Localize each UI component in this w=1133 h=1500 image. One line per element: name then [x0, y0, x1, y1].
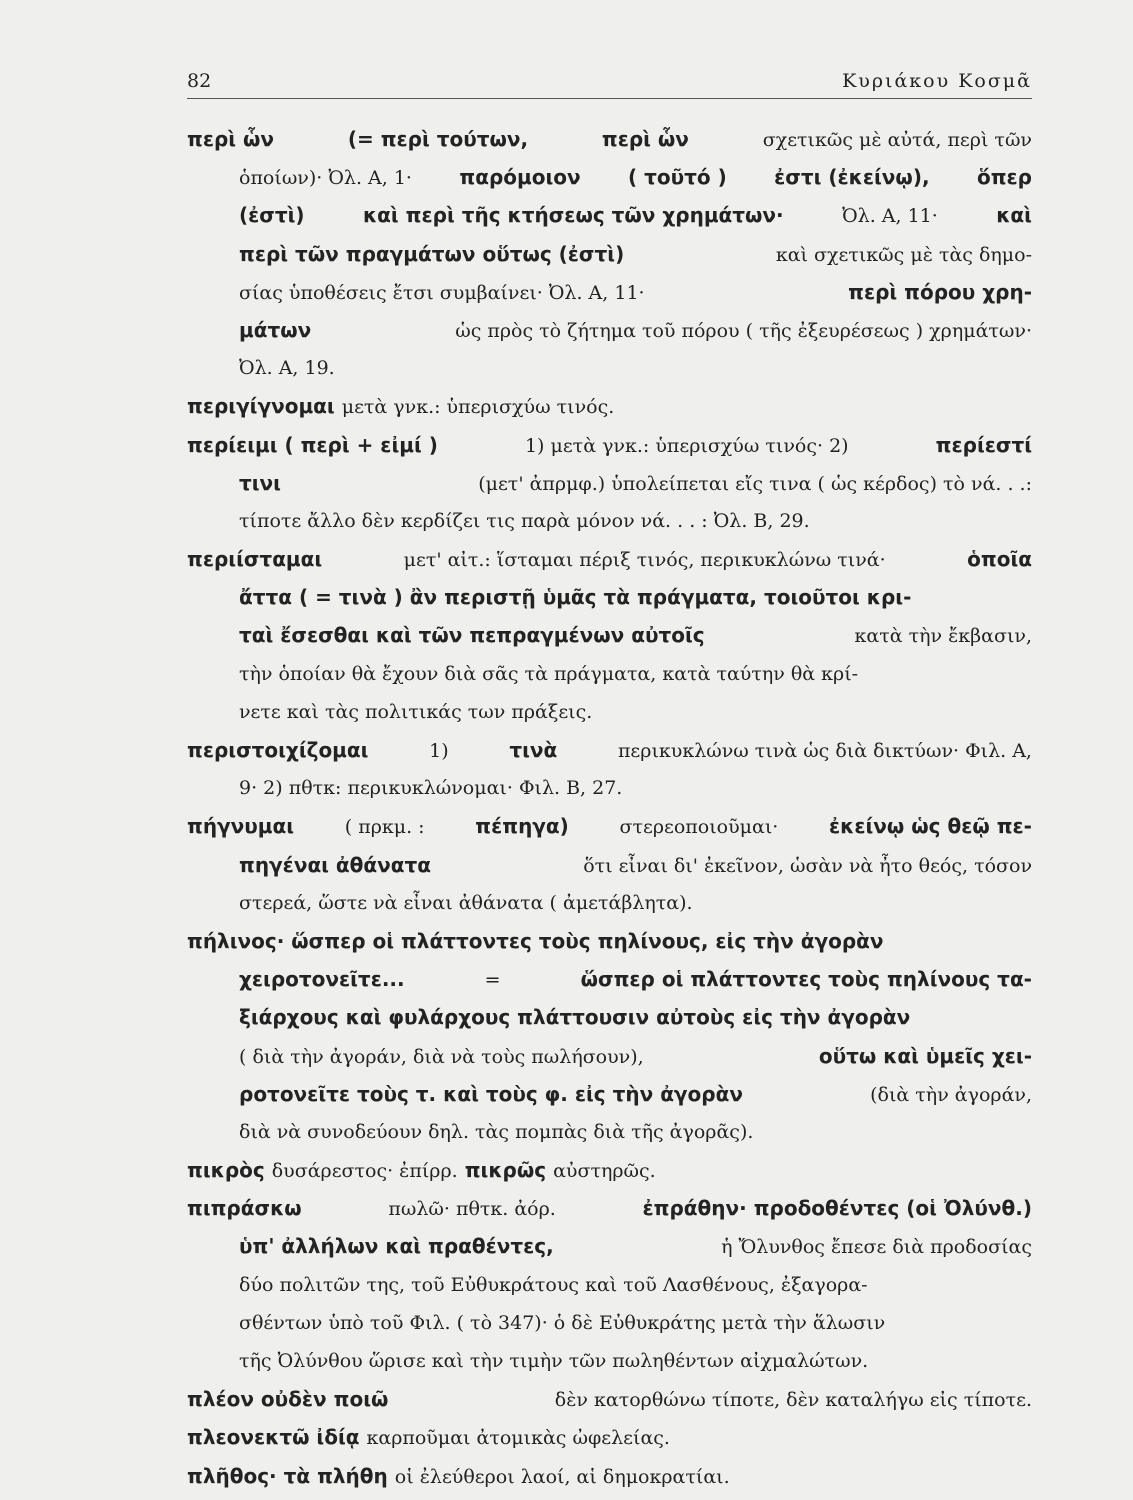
bold-term: τινι [239, 470, 281, 495]
text-line [187, 1457, 1032, 1495]
text-line [187, 1037, 1032, 1075]
gloss-text: καρποῦμαι ἀτομικὰς ὠφελείας. [366, 1427, 670, 1450]
gloss-text: στερεά, ὥστε νὰ εἶναι ἀθάνατα ( ἀμετάβλητα). [239, 891, 693, 914]
bold-term: καὶ [996, 203, 1032, 228]
gloss-text: διὰ νὰ συνοδεύουν δηλ. τὰς πομπὰς διὰ τῆς ἀγορᾶς). [239, 1120, 754, 1143]
text-line [187, 1075, 1032, 1113]
gloss-text: σθέντων ὑπὸ τοῦ Φιλ. ( τὸ 347)· ὁ δὲ Εὐθυκράτης μετὰ τὴν ἅλωσιν [239, 1311, 886, 1334]
gloss-text: μετὰ γνκ.: ὑπερισχύω τινός. [341, 396, 615, 419]
bold-term: πηγέναι ἀθάνατα [239, 852, 432, 877]
bold-term: παρόμοιον [459, 165, 581, 190]
text-line [187, 769, 1032, 807]
bold-term: περὶ ὧν [601, 127, 689, 151]
bold-term: τινὰ [509, 738, 558, 762]
text-line [187, 1151, 1032, 1189]
gloss-text: Ὀλ. Α, 19. [239, 357, 335, 380]
gloss-text: 1) μετὰ γνκ.: ὑπερισχύω τινός· 2) [524, 434, 849, 457]
gloss-text: δὲν κατορθώνω τίποτε, δὲν καταλήγω εἰς τίποτε. [554, 1389, 1032, 1412]
bold-term: ( τοῦτό ) [628, 165, 727, 190]
bold-term: καὶ περὶ τῆς κτήσεως τῶν χρημάτων· [362, 203, 784, 228]
bold-term: περίειμι ( περὶ + εἰμί ) [187, 432, 438, 457]
gloss-text: 9· 2) πθτκ: περικυκλώνομαι· Φιλ. Β, 27. [239, 777, 623, 800]
bold-term: πικρὸς [187, 1158, 265, 1183]
gloss-text: τῆς Ὀλύνθου ὥρισε καὶ τὴν τιμὴν τῶν πωληθέντων αἰχμαλώτων. [239, 1350, 869, 1372]
text-line [187, 502, 1032, 540]
bold-term: πιπράσκω [187, 1196, 302, 1221]
text-line [187, 540, 1032, 578]
bold-term: πήλινος· ὥσπερ οἱ πλάττοντες τοὺς πηλίνους, εἰς τὴν ἀγορὰν [187, 928, 884, 953]
text-line [187, 235, 1032, 273]
text-line [187, 616, 1032, 654]
text-line [187, 1227, 1032, 1265]
bold-term: περὶ ὧν [187, 127, 275, 151]
text-line [187, 655, 1032, 693]
bold-term: ταὶ ἔσεσθαι καὶ τῶν πεπραγμένων αὐτοῖς [239, 623, 705, 648]
text-line [187, 960, 1032, 998]
text-line [187, 349, 1032, 387]
bold-term: μάτων [239, 317, 312, 342]
text-line [187, 1266, 1032, 1304]
text-line [187, 922, 1032, 960]
gloss-text: ὁποίων)· Ὀλ. Α, 1· [239, 167, 412, 190]
gloss-text: ὅτι εἶναι δι' ἐκεῖνον, ὡσὰν νὰ ἦτο θεός, τόσον [583, 854, 1032, 877]
page-header [187, 62, 1032, 99]
text-line [187, 1113, 1032, 1151]
gloss-text: σχετικῶς μὲ αὐτά, περὶ τῶν [762, 129, 1032, 151]
gloss-text: στερεοποιοῦμαι· [619, 816, 779, 839]
gloss-text: δυσάρεστος· ἐπίρρ. [271, 1160, 458, 1183]
gloss-text: 1) [429, 740, 449, 762]
bold-term: πέπηγα) [475, 814, 569, 839]
gloss-text: δύο πολιτῶν της, τοῦ Εὐθυκράτους καὶ τοῦ Λασθένους, ἐξαγορα- [239, 1273, 868, 1296]
bold-term: ἐκείνῳ ὡς θεῷ πε- [829, 814, 1032, 839]
bold-term: πλέον οὐδὲν ποιῶ [187, 1387, 389, 1412]
gloss-text: οἱ ἐλεύθεροι λαοί, αἱ δημοκρατίαι. [394, 1465, 730, 1488]
bold-term: περίεστί [935, 432, 1032, 457]
bold-term: ὁποῖα [967, 547, 1032, 572]
bold-term: περὶ τῶν πραγμάτων οὕτως (ἐστὶ) [239, 241, 625, 266]
text-line [187, 807, 1032, 845]
gloss-text: ἡ Ὄλυνθος ἔπεσε διὰ προδοσίας [721, 1236, 1032, 1259]
text-line [187, 1418, 1032, 1456]
text-line [187, 884, 1032, 922]
bold-term: περιγίγνομαι [187, 394, 335, 419]
page-number: 82 [187, 70, 212, 92]
bold-term: ὥσπερ οἱ πλάττοντες τοὺς πηλίνους τα- [580, 967, 1032, 992]
bold-term: πήγνυμαι [187, 814, 295, 839]
text-line [187, 464, 1032, 502]
text-line [187, 1380, 1032, 1418]
gloss-text: καὶ σχετικῶς μὲ τὰς δημο- [775, 243, 1032, 266]
bold-term: πλῆθος· τὰ πλήθη [187, 1463, 388, 1488]
text-line [187, 1189, 1032, 1227]
bold-term: ἄττα ( = τινὰ ) ἂν περιστῇ ὑμᾶς τὰ πράγματα, τοιοῦτοι κρι- [239, 585, 912, 610]
text-line [187, 578, 1032, 616]
gloss-text: τίποτε ἄλλο δὲν κερδίζει τις παρὰ μόνον νά. . . : Ὀλ. Β, 29. [239, 509, 810, 532]
text-line [187, 731, 1032, 769]
bold-term: (ἐστὶ) [239, 203, 305, 228]
bold-term: πλεονεκτῶ ἰδίᾳ [187, 1425, 360, 1450]
bold-term: ξιάρχους καὶ φυλάρχους πλάττουσιν αὐτοὺς εἰς τὴν ἀγορὰν [239, 1005, 911, 1030]
glossary-entries [187, 120, 1032, 1495]
text-line [187, 158, 1032, 196]
text-line [187, 426, 1032, 464]
gloss-text: κατὰ τὴν ἔκβασιν, [854, 625, 1032, 648]
text-line [187, 196, 1032, 234]
gloss-text: αὐστηρῶς. [553, 1160, 656, 1183]
bold-term: ἐπράθην· προδοθέντες (οἱ Ὀλύνθ.) [642, 1196, 1032, 1221]
gloss-text: (διὰ τὴν ἀγοράν, [870, 1083, 1032, 1106]
gloss-text: σίας ὑποθέσεις ἔτσι συμβαίνει· Ὀλ. Α, 11· [239, 281, 645, 304]
bold-term: (= περὶ τούτων, [347, 127, 529, 151]
text-line [187, 311, 1032, 349]
text-line [187, 693, 1032, 731]
text-line [187, 387, 1032, 425]
gloss-text: μετ' αἰτ.: ἵσταμαι πέριξ τινός, περικυκλώνω τινά· [403, 549, 886, 572]
text-line [187, 1342, 1032, 1380]
gloss-text: πωλῶ· πθτκ. ἀόρ. [388, 1198, 556, 1221]
bold-term: περὶ πόρου χρη- [848, 279, 1032, 304]
gloss-text: ( διὰ τὴν ἀγοράν, διὰ νὰ τοὺς πωλήσουν), [239, 1045, 644, 1068]
bold-term: ὅπερ [976, 165, 1032, 190]
bold-term: πικρῶς [464, 1158, 547, 1183]
bold-term: ροτονεῖτε τοὺς τ. καὶ τοὺς φ. εἰς τὴν ἀγορὰν [239, 1081, 743, 1106]
text-line [187, 273, 1032, 311]
bold-term: ὑπ' ἀλλήλων καὶ πραθέντες, [239, 1234, 554, 1259]
bold-term: οὕτω καὶ ὑμεῖς χει- [818, 1043, 1032, 1068]
bold-term: ἐστι (ἐκείνῳ), [774, 165, 930, 190]
gloss-text: = [484, 969, 501, 992]
gloss-text: Ὀλ. Α, 11· [842, 205, 938, 228]
bold-term: περιίσταμαι [187, 547, 323, 572]
bold-term: χειροτονεῖτε... [239, 967, 405, 992]
text-line [187, 1304, 1032, 1342]
text-line [187, 120, 1032, 158]
gloss-text: τὴν ὁποίαν θὰ ἔχουν διὰ σᾶς τὰ πράγματα, κατὰ ταύτην θὰ κρί- [239, 662, 859, 685]
bold-term: περιστοιχίζομαι [187, 738, 369, 762]
text-line [187, 846, 1032, 884]
gloss-text: νετε καὶ τὰς πολιτικάς των πράξεις. [239, 700, 593, 723]
gloss-text: (μετ' ἀπρμφ.) ὑπολείπεται εἴς τινα ( ὡς κέρδος) τὸ νά. . .: [478, 472, 1032, 495]
gloss-text: ( πρκμ. : [344, 816, 425, 839]
running-title: Κυριάκου Κοσμᾶ [842, 70, 1032, 92]
gloss-text: περικυκλώνω τινὰ ὡς διὰ δικτύων· Φιλ. Α, [617, 740, 1032, 762]
gloss-text: ὡς πρὸς τὸ ζήτημα τοῦ πόρου ( τῆς ἐξευρέσεως ) χρημάτων· [455, 319, 1032, 342]
text-line [187, 998, 1032, 1036]
